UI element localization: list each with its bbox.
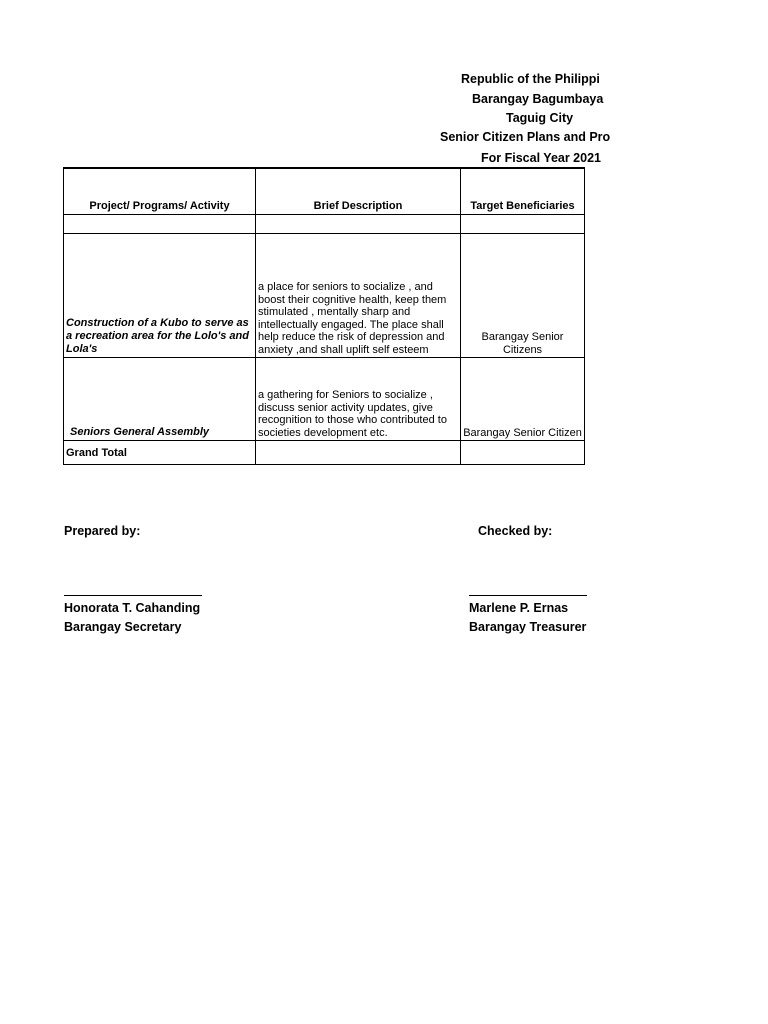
blank-cell: [64, 215, 256, 234]
checked-by-name: Marlene P. Ernas: [469, 601, 569, 615]
header-republic: Republic of the Philippi: [461, 72, 600, 86]
grand-total-label: [64, 441, 256, 465]
prepared-by-title: Barangay Secretary: [64, 620, 182, 634]
column-header-project: Project/ Programs/ Activity: [64, 168, 256, 215]
header-barangay: Barangay Bagumbaya: [472, 92, 604, 106]
description-cell: [256, 358, 461, 441]
project-name: Seniors General Assembly: [70, 426, 209, 438]
grand-total-text: Grand Total: [66, 446, 127, 459]
table-header-row: [64, 168, 585, 215]
project-cell: [64, 358, 256, 441]
blank-cell: [256, 215, 461, 234]
target-beneficiaries: Barangay Senior Citizens: [481, 331, 564, 356]
checked-by-label: Checked by:: [478, 524, 553, 538]
grand-total-value: [256, 441, 461, 465]
plans-table: [63, 167, 585, 465]
table-row: [64, 358, 585, 441]
prepared-by-label: Prepared by:: [64, 524, 141, 538]
prepared-by-name: Honorata T. Cahanding: [64, 601, 201, 615]
column-header-target: Target Beneficiaries: [461, 168, 585, 215]
grand-total-blank: [461, 441, 585, 465]
project-description: a place for seniors to socialize , and boost their cognitive health, keep them stimulated , mentally sharp and intellectually engaged. The place shall help reduce the risk of depression and anxiety ,and shall uplift self esteem: [258, 281, 447, 356]
checked-signature-line: [469, 595, 587, 596]
project-name: Construction of a Kubo to serve as a recreation area for the Lolo's and Lola's: [66, 317, 249, 355]
target-beneficiaries: Barangay Senior Citizen: [463, 426, 582, 439]
description-cell: [256, 234, 461, 358]
table-blank-row: [64, 215, 585, 234]
header-city: Taguig City: [506, 111, 574, 125]
blank-cell: [461, 215, 585, 234]
project-description: a gathering for Seniors to socialize , discuss senior activity updates, give recognition to those who contributed to societies development etc.: [258, 389, 447, 439]
target-cell: [461, 358, 585, 441]
grand-total-row: [64, 441, 585, 465]
table-row: [64, 234, 585, 358]
header-fiscal-year: For Fiscal Year 2021: [481, 151, 601, 165]
checked-by-title: Barangay Treasurer: [469, 620, 587, 634]
column-header-description: Brief Description: [256, 168, 461, 215]
target-cell: [461, 234, 585, 358]
prepared-signature-line: [64, 595, 202, 596]
header-plan-title: Senior Citizen Plans and Pro: [440, 130, 611, 144]
project-cell: [64, 234, 256, 358]
